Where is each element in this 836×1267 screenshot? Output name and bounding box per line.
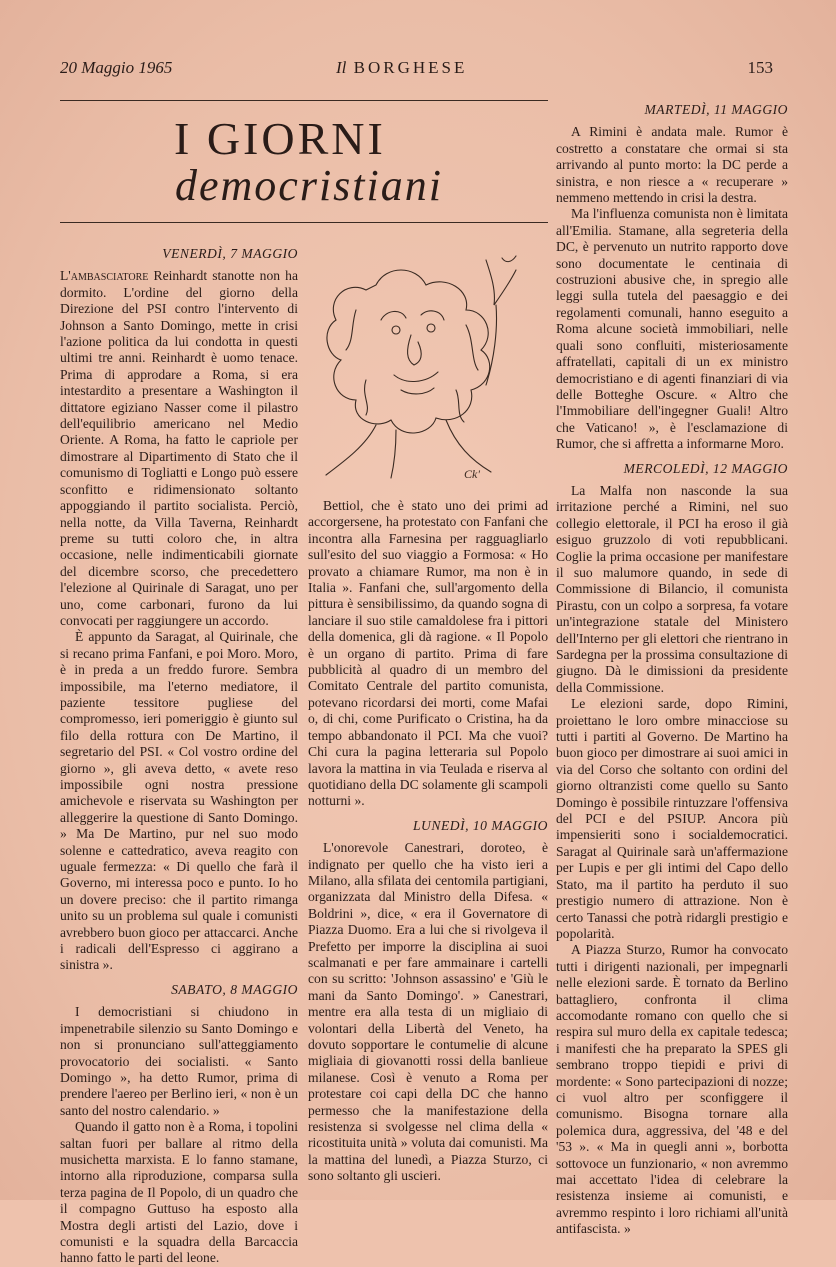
hand-fingers: [502, 256, 516, 262]
column-3: [556, 98, 788, 1238]
magazine-name: BORGHESE: [353, 58, 468, 77]
column-2: [308, 498, 548, 1185]
day-heading-mercoledi: MERCOLEDÌ, 12 MAGGIO: [623, 460, 788, 476]
nose: [408, 335, 422, 365]
magazine-title: [336, 58, 467, 78]
article-subtitle: democristiani: [175, 161, 443, 210]
day-heading-sabato: SABATO, 8 MAGGIO: [171, 981, 298, 997]
paragraph: L'onorevole Canestrari, doroteo, è indignato per quello che ha visto ieri a Milano, alla sfilata dei centomila partigiani, organizzata dal Ministro della Difesa. « Boldrini », dice, « era il Governatore di Piazza Duomo. Era a lui che si rivolgeva il Prefetto per imporre la disciplina ai suoi scalmanati e per fare ammainare i cartelli con su scritto: 'Johnson assassino' e 'Giù le mani da Santo Domingo'. » Canestrari, mentre era alla testa di un migliaio di volontari della Libertà del Veneto, ha dovuto sopportare le contumelie di alcune migliaia di giovanotti rossi della banlieue milanese. Così è venuto a Roma per protestare coi capi della DC che hanno permesso che la manifestazione della resistenza si svolgesse nel clima della « ricostituita unità » voluta dai comunisti. Ma la mattina del lunedì, a Piazza Sturzo, ci sono soltanto gli uscieri.: [308, 840, 548, 1184]
paragraph: Quando il gatto non è a Roma, i topolini saltan fuori per ballare al ritmo della musichetta marxista. E lo fanno stamane, intorno alla riproduzione, comparsa sulla terza pagina de Il Popolo, di un quadro che il compagno Guttuso ha esposto alla Mostra degli artisti del Lazio, dove i comunisti e la squadra della Barcaccia hanno fatto le parti del leone.: [60, 1119, 298, 1266]
left-eye: [392, 326, 400, 334]
issue-date: 20 Maggio 1965: [60, 58, 173, 77]
paragraph: È appunto da Saragat, al Quirinale, che si recano prima Fanfani, e poi Moro. Moro, è in preda a un freddo furore. Sembra impossibile, ma l'eterno mediatore, il paziente tessitore pugliese del compromesso, ieri pomeriggio è giunto sul filo della rottura con De Martino, il segretario del PSI. « Col vostro ordine del giorno », gli aveva detto, « avete reso impossibile ogni nostra pressione amichevole e riservata su Washington per alleggerire la questione di Santo Domingo. » Ma De Martino, pur nel suo modo solenne e cattedratico, aveva reagito con uguale fermezza: « Di quello che farà il Governo, mi interessa poco e punto. Io ho un dovere preciso: che il partito rimanga unito su un problema sul quale i comunisti avrebbero buon gioco per attaccarci. Anche i radicali dell'Espresso ci aggirano a sinistra ».: [60, 629, 298, 973]
day-heading-venerdi: VENERDÌ, 7 MAGGIO: [162, 246, 298, 261]
article-title: I GIORNI: [174, 113, 386, 164]
paragraph: Bettiol, che è stato uno dei primi ad accorgersene, ha protestato con Fanfani che incontra alla Farnesina per ragguagliarlo sull'esito del suo viaggio a Formosa: « Ho provato a chiamare Rumor, ma non è in Italia ». Fanfani che, sull'argomento della pittura è sensibilissimo, da quando sogna di lanciare il suo stile camaldolese fra i pittori della domenica, gli dà ragione. « Il Popolo è un organo di partito. Prima di fare pubblicità al quadro di un membro del Comitato Centrale del partito comunista, potevano ricordarsi dei morti, come Mafai o, di chi, come Purificato o Cristina, ha da tempo abbandonato il PCI. Ma che vuoi? Chi cura la pagina letteraria sul Popolo lavora la mattina in via Teulada e riserva al quotidiano della DC solamente gli scampoli notturni ».: [308, 498, 548, 809]
raised-arm: [486, 260, 516, 385]
paragraph: La Malfa non nasconde la sua irritazione perché a Rimini, nel suo collegio elettorale, il PCI ha eroso il già esiguo gruzzolo di voti repubblicani. Coglie la prima occasione per manifestare il suo malumore quando, in sede di Commissione di Bilancio, il comunista Pirastu, con un colpo a sorpresa, fa votare un'integrazione statale del Ministero dell'Interno per gli elettori che rientrano in Sardegna per la prossima consultazione di giugno. Dà le dimissioni da presidente della Commissione.: [556, 482, 788, 695]
artist-signature: Ck': [464, 467, 480, 481]
paragraph: [60, 268, 298, 629]
day-heading-lunedi: LUNEDÌ, 10 MAGGIO: [413, 817, 548, 833]
paragraph: Le elezioni sarde, dopo Rimini, proiettano le loro ombre minacciose su tutti i partiti al Governo. De Martino ha buon gioco per dimostrare ai suoi amici in via del Corso che soltanto con ordini del giorno oltranzisti come quello su Santo Domingo è possibile rintuzzare l'offensiva del PCI e del PSIUP. Ancora più impensieriti sono i socialdemocratici. Saragat al Quirinale sarà un'affermazione per Lupis e per gli intimi del Capo dello Stato, ma il partito ha perduto il suo prestigio numero di attrazione. Non è certo Tanassi che potrà ridargli prestigio e popolarità.: [556, 696, 788, 941]
brows: [381, 311, 444, 320]
paragraph-text: Reinhardt stanotte non ha dormito. L'ordine del giorno della Direzione del PSI contro l'intervento di Johnson a Santo Domingo, mette in crisi l'azione politica da lui condotta in questi ultimi tre anni. Reinhardt è uomo tenace. Prima di approdare a Roma, si era intestardito a presentare a Washington il dittatore egiziano Nasser come il pilastro dell'equilibrio americano nel Medio Oriente. A Roma, ha fatto le capriole per dimostrare al Dipartimento di Stato che il comunismo di Togliatti e Longo può essere sconfitto e ridimensionato soltanto appoggiando il partito socialista. Perciò, nella notte, da Villa Taverna, Reinhardt preme su tutti coloro che, in altra occasione, nelle indimenticabili giornate del dicembre scorso, che precedettero l'elezione al Quirinale di Saragat, uno per uno, come carbonari, furono da lui convocati per raggiungere un accordo.: [60, 268, 298, 628]
magazine-prefix: Il: [336, 58, 347, 77]
day-heading-martedi: MARTEDÌ, 11 MAGGIO: [644, 102, 788, 117]
column-1: [60, 246, 298, 1267]
lead-word: L'ambasciatore: [60, 268, 149, 284]
mouth: [394, 372, 438, 394]
page-number: 153: [747, 58, 773, 77]
lion-sketch-illustration: [306, 250, 542, 485]
title-top-rule: [60, 100, 548, 101]
title-bottom-rule: [60, 222, 548, 223]
mane-strands: [346, 310, 478, 422]
paragraph: Ma l'influenza comunista non è limitata all'Emilia. Stamane, alla segreteria della DC, è pervenuto un nutrito rapporto dove sono documentate le centinaia di costruzioni abusive che, in spregio alle leggi sulla tutela del paesaggio e dei regolamenti comunali, hanno eseguito a Roma alcune società immobiliari, nelle quali sono confluiti, misteriosamente affratellati, capitali di un ex ministro democristiano e di agenti finanziari di via delle Botteghe Oscure. « Altro che l'Immobiliare dell'ingegner Guali! Altro che Vaticano! », è l'esclamazione di Rumor, che si affretta a informarne Moro.: [556, 206, 788, 452]
mane-outline: [327, 270, 490, 433]
paragraph: A Piazza Sturzo, Rumor ha convocato tutti i dirigenti nazionali, per impegnarli nelle elezioni sarde. È tornato da Berlino battagliero, confronta il clima accomodante romano con quello che si respira sul muro della ex capitale tedesca; i manifesti che ha preparato la SPES gli sembrano troppo tiepidi e privi di mordente: « Sono partecipazioni di nozze; ci vuol altro per sconfiggere il comunismo. Bisogna tornare alla polemica dura, aggressiva, del '48 e del '53 ». « Ma in quegli anni », borbotta sottovoce un funzionario, « non avremmo mai accettato l'idea di celebrare la resistenza insieme ai comunisti, e avremmo respinto i loro richiami all'unità antifascista. »: [556, 942, 788, 1237]
paragraph: I democristiani si chiudono in impenetrabile silenzio su Santo Domingo e non si pronunciano sull'atteggiamento provocatorio dei socialisti. « Santo Domingo », ha detto Rumor, prima di prendere l'aereo per Berlino ieri, « non è un santo del nostro calendario. »: [60, 1004, 298, 1118]
paragraph: A Rimini è andata male. Rumor è costretto a constatare che ormai si sta arrivando al punto morto: la DC perde a sinistra, e non riesce a « recuperare » nemmeno mettendo in crisi la destra.: [556, 124, 788, 206]
right-eye: [427, 324, 435, 332]
